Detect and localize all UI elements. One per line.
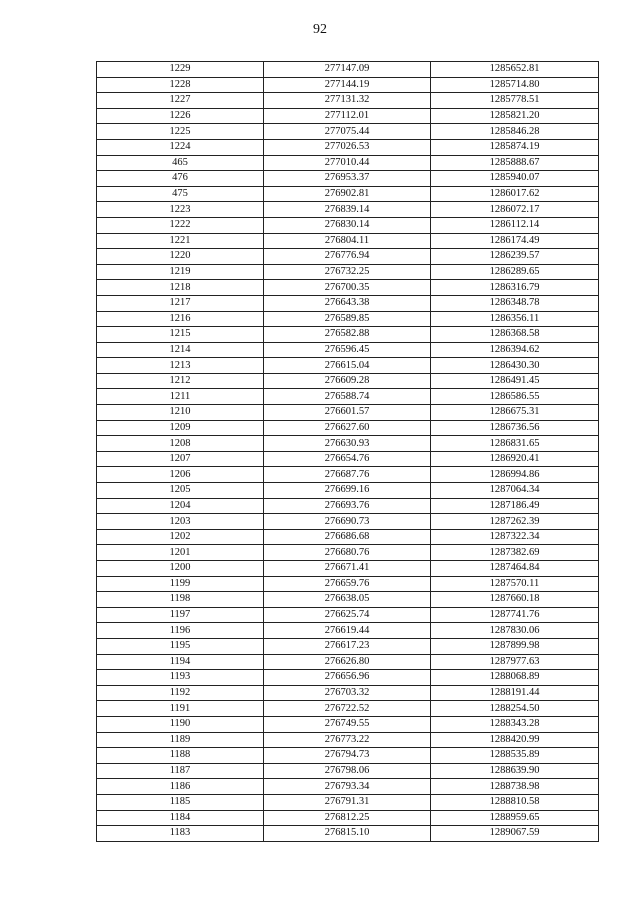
x-coordinate-cell: 277131.32 xyxy=(264,93,431,109)
table-row xyxy=(97,311,599,327)
x-coordinate-cell: 276659.76 xyxy=(264,576,431,592)
x-coordinate-cell: 276791.31 xyxy=(264,794,431,810)
y-coordinate-cell: 1285778.51 xyxy=(431,93,599,109)
point-id-cell: 1202 xyxy=(97,529,264,545)
y-coordinate-cell: 1286017.62 xyxy=(431,186,599,202)
point-id-cell: 1183 xyxy=(97,826,264,842)
y-coordinate-cell: 1285714.80 xyxy=(431,77,599,93)
x-coordinate-cell: 276654.76 xyxy=(264,451,431,467)
point-id-cell: 1204 xyxy=(97,498,264,514)
point-id-cell: 1194 xyxy=(97,654,264,670)
x-coordinate-cell: 276656.96 xyxy=(264,670,431,686)
page-number: 92 xyxy=(313,22,327,37)
point-id-cell: 1218 xyxy=(97,280,264,296)
x-coordinate-cell: 276686.68 xyxy=(264,529,431,545)
x-coordinate-cell: 276671.41 xyxy=(264,561,431,577)
point-id-cell: 1208 xyxy=(97,436,264,452)
point-id-cell: 1214 xyxy=(97,342,264,358)
point-id-cell: 1226 xyxy=(97,108,264,124)
y-coordinate-cell: 1288639.90 xyxy=(431,763,599,779)
point-id-cell: 1197 xyxy=(97,607,264,623)
table-row xyxy=(97,420,599,436)
point-id-cell: 1187 xyxy=(97,763,264,779)
point-id-cell: 1200 xyxy=(97,561,264,577)
x-coordinate-cell: 276749.55 xyxy=(264,716,431,732)
y-coordinate-cell: 1285874.19 xyxy=(431,139,599,155)
x-coordinate-cell: 276690.73 xyxy=(264,514,431,530)
point-id-cell: 1210 xyxy=(97,405,264,421)
y-coordinate-cell: 1286586.55 xyxy=(431,389,599,405)
y-coordinate-cell: 1287741.76 xyxy=(431,607,599,623)
x-coordinate-cell: 276625.74 xyxy=(264,607,431,623)
x-coordinate-cell: 276700.35 xyxy=(264,280,431,296)
table-row xyxy=(97,545,599,561)
point-id-cell: 1190 xyxy=(97,716,264,732)
x-coordinate-cell: 276732.25 xyxy=(264,264,431,280)
table-row xyxy=(97,607,599,623)
table-row xyxy=(97,139,599,155)
y-coordinate-cell: 1286368.58 xyxy=(431,327,599,343)
y-coordinate-cell: 1287186.49 xyxy=(431,498,599,514)
table-row xyxy=(97,794,599,810)
x-coordinate-cell: 276839.14 xyxy=(264,202,431,218)
x-coordinate-cell: 276812.25 xyxy=(264,810,431,826)
point-id-cell: 1192 xyxy=(97,685,264,701)
point-id-cell: 1213 xyxy=(97,358,264,374)
coordinates-table-body xyxy=(97,62,599,842)
y-coordinate-cell: 1286736.56 xyxy=(431,420,599,436)
table-row xyxy=(97,779,599,795)
point-id-cell: 1193 xyxy=(97,670,264,686)
x-coordinate-cell: 276588.74 xyxy=(264,389,431,405)
x-coordinate-cell: 276798.06 xyxy=(264,763,431,779)
point-id-cell: 1216 xyxy=(97,311,264,327)
table-row xyxy=(97,124,599,140)
y-coordinate-cell: 1287064.34 xyxy=(431,483,599,499)
y-coordinate-cell: 1288535.89 xyxy=(431,748,599,764)
point-id-cell: 1188 xyxy=(97,748,264,764)
y-coordinate-cell: 1285888.67 xyxy=(431,155,599,171)
y-coordinate-cell: 1288738.98 xyxy=(431,779,599,795)
y-coordinate-cell: 1287830.06 xyxy=(431,623,599,639)
table-row xyxy=(97,514,599,530)
point-id-cell: 1222 xyxy=(97,217,264,233)
table-row xyxy=(97,561,599,577)
point-id-cell: 1217 xyxy=(97,295,264,311)
y-coordinate-cell: 1288959.65 xyxy=(431,810,599,826)
y-coordinate-cell: 1288191.44 xyxy=(431,685,599,701)
point-id-cell: 1185 xyxy=(97,794,264,810)
point-id-cell: 475 xyxy=(97,186,264,202)
y-coordinate-cell: 1288810.58 xyxy=(431,794,599,810)
table-row xyxy=(97,670,599,686)
y-coordinate-cell: 1286316.79 xyxy=(431,280,599,296)
point-id-cell: 1209 xyxy=(97,420,264,436)
point-id-cell: 1225 xyxy=(97,124,264,140)
x-coordinate-cell: 276619.44 xyxy=(264,623,431,639)
x-coordinate-cell: 277010.44 xyxy=(264,155,431,171)
x-coordinate-cell: 276617.23 xyxy=(264,638,431,654)
point-id-cell: 1186 xyxy=(97,779,264,795)
table-row xyxy=(97,654,599,670)
point-id-cell: 1189 xyxy=(97,732,264,748)
x-coordinate-cell: 276776.94 xyxy=(264,249,431,265)
point-id-cell: 1229 xyxy=(97,62,264,78)
table-row xyxy=(97,233,599,249)
y-coordinate-cell: 1287322.34 xyxy=(431,529,599,545)
table-row xyxy=(97,373,599,389)
x-coordinate-cell: 276626.80 xyxy=(264,654,431,670)
table-row xyxy=(97,576,599,592)
point-id-cell: 1212 xyxy=(97,373,264,389)
y-coordinate-cell: 1287262.39 xyxy=(431,514,599,530)
coordinates-table xyxy=(96,61,599,842)
table-row xyxy=(97,732,599,748)
table-row xyxy=(97,295,599,311)
y-coordinate-cell: 1285940.07 xyxy=(431,171,599,187)
y-coordinate-cell: 1287570.11 xyxy=(431,576,599,592)
y-coordinate-cell: 1287660.18 xyxy=(431,592,599,608)
point-id-cell: 1199 xyxy=(97,576,264,592)
y-coordinate-cell: 1286239.57 xyxy=(431,249,599,265)
y-coordinate-cell: 1286394.62 xyxy=(431,342,599,358)
x-coordinate-cell: 276680.76 xyxy=(264,545,431,561)
point-id-cell: 1215 xyxy=(97,327,264,343)
x-coordinate-cell: 276902.81 xyxy=(264,186,431,202)
table-row xyxy=(97,623,599,639)
y-coordinate-cell: 1286072.17 xyxy=(431,202,599,218)
point-id-cell: 1205 xyxy=(97,483,264,499)
y-coordinate-cell: 1286348.78 xyxy=(431,295,599,311)
x-coordinate-cell: 276638.05 xyxy=(264,592,431,608)
point-id-cell: 1207 xyxy=(97,451,264,467)
y-coordinate-cell: 1286831.65 xyxy=(431,436,599,452)
y-coordinate-cell: 1288343.28 xyxy=(431,716,599,732)
table-row xyxy=(97,77,599,93)
table-row xyxy=(97,280,599,296)
x-coordinate-cell: 276794.73 xyxy=(264,748,431,764)
x-coordinate-cell: 276596.45 xyxy=(264,342,431,358)
point-id-cell: 1228 xyxy=(97,77,264,93)
y-coordinate-cell: 1289067.59 xyxy=(431,826,599,842)
x-coordinate-cell: 276615.04 xyxy=(264,358,431,374)
point-id-cell: 1219 xyxy=(97,264,264,280)
x-coordinate-cell: 277075.44 xyxy=(264,124,431,140)
point-id-cell: 1224 xyxy=(97,139,264,155)
table-row xyxy=(97,529,599,545)
y-coordinate-cell: 1286289.65 xyxy=(431,264,599,280)
table-row xyxy=(97,638,599,654)
table-row xyxy=(97,483,599,499)
y-coordinate-cell: 1287382.69 xyxy=(431,545,599,561)
point-id-cell: 465 xyxy=(97,155,264,171)
x-coordinate-cell: 276687.76 xyxy=(264,467,431,483)
table-row xyxy=(97,171,599,187)
y-coordinate-cell: 1285652.81 xyxy=(431,62,599,78)
x-coordinate-cell: 276953.37 xyxy=(264,171,431,187)
table-row xyxy=(97,685,599,701)
table-row xyxy=(97,93,599,109)
point-id-cell: 1184 xyxy=(97,810,264,826)
point-id-cell: 1221 xyxy=(97,233,264,249)
y-coordinate-cell: 1286491.45 xyxy=(431,373,599,389)
x-coordinate-cell: 276630.93 xyxy=(264,436,431,452)
table-row xyxy=(97,342,599,358)
point-id-cell: 1211 xyxy=(97,389,264,405)
table-row xyxy=(97,249,599,265)
point-id-cell: 1195 xyxy=(97,638,264,654)
point-id-cell: 1201 xyxy=(97,545,264,561)
y-coordinate-cell: 1286430.30 xyxy=(431,358,599,374)
table-row xyxy=(97,498,599,514)
y-coordinate-cell: 1286356.11 xyxy=(431,311,599,327)
table-row xyxy=(97,592,599,608)
table-row xyxy=(97,186,599,202)
y-coordinate-cell: 1288254.50 xyxy=(431,701,599,717)
x-coordinate-cell: 277144.19 xyxy=(264,77,431,93)
table-row xyxy=(97,108,599,124)
table-row xyxy=(97,748,599,764)
x-coordinate-cell: 276693.76 xyxy=(264,498,431,514)
table-row xyxy=(97,716,599,732)
table-row xyxy=(97,217,599,233)
table-row xyxy=(97,436,599,452)
table-row xyxy=(97,264,599,280)
x-coordinate-cell: 276773.22 xyxy=(264,732,431,748)
table-row xyxy=(97,358,599,374)
point-id-cell: 1191 xyxy=(97,701,264,717)
point-id-cell: 1220 xyxy=(97,249,264,265)
table-row xyxy=(97,405,599,421)
x-coordinate-cell: 276830.14 xyxy=(264,217,431,233)
x-coordinate-cell: 276815.10 xyxy=(264,826,431,842)
y-coordinate-cell: 1286994.86 xyxy=(431,467,599,483)
table-row xyxy=(97,327,599,343)
table-row xyxy=(97,763,599,779)
x-coordinate-cell: 276609.28 xyxy=(264,373,431,389)
point-id-cell: 1198 xyxy=(97,592,264,608)
x-coordinate-cell: 276643.38 xyxy=(264,295,431,311)
table-row xyxy=(97,62,599,78)
point-id-cell: 1206 xyxy=(97,467,264,483)
point-id-cell: 1227 xyxy=(97,93,264,109)
x-coordinate-cell: 277112.01 xyxy=(264,108,431,124)
x-coordinate-cell: 277147.09 xyxy=(264,62,431,78)
table-row xyxy=(97,467,599,483)
table-row xyxy=(97,202,599,218)
y-coordinate-cell: 1285846.28 xyxy=(431,124,599,140)
x-coordinate-cell: 276793.34 xyxy=(264,779,431,795)
x-coordinate-cell: 276601.57 xyxy=(264,405,431,421)
y-coordinate-cell: 1286920.41 xyxy=(431,451,599,467)
y-coordinate-cell: 1286112.14 xyxy=(431,217,599,233)
point-id-cell: 476 xyxy=(97,171,264,187)
x-coordinate-cell: 276627.60 xyxy=(264,420,431,436)
x-coordinate-cell: 276699.16 xyxy=(264,483,431,499)
y-coordinate-cell: 1288420.99 xyxy=(431,732,599,748)
table-row xyxy=(97,155,599,171)
table-row xyxy=(97,701,599,717)
y-coordinate-cell: 1288068.89 xyxy=(431,670,599,686)
y-coordinate-cell: 1287977.63 xyxy=(431,654,599,670)
table-row xyxy=(97,451,599,467)
point-id-cell: 1203 xyxy=(97,514,264,530)
y-coordinate-cell: 1287899.98 xyxy=(431,638,599,654)
table-row xyxy=(97,810,599,826)
x-coordinate-cell: 276582.88 xyxy=(264,327,431,343)
x-coordinate-cell: 276804.11 xyxy=(264,233,431,249)
y-coordinate-cell: 1285821.20 xyxy=(431,108,599,124)
table-row xyxy=(97,826,599,842)
y-coordinate-cell: 1286675.31 xyxy=(431,405,599,421)
x-coordinate-cell: 276722.52 xyxy=(264,701,431,717)
x-coordinate-cell: 276589.85 xyxy=(264,311,431,327)
x-coordinate-cell: 277026.53 xyxy=(264,139,431,155)
point-id-cell: 1223 xyxy=(97,202,264,218)
y-coordinate-cell: 1286174.49 xyxy=(431,233,599,249)
table-row xyxy=(97,389,599,405)
y-coordinate-cell: 1287464.84 xyxy=(431,561,599,577)
point-id-cell: 1196 xyxy=(97,623,264,639)
x-coordinate-cell: 276703.32 xyxy=(264,685,431,701)
